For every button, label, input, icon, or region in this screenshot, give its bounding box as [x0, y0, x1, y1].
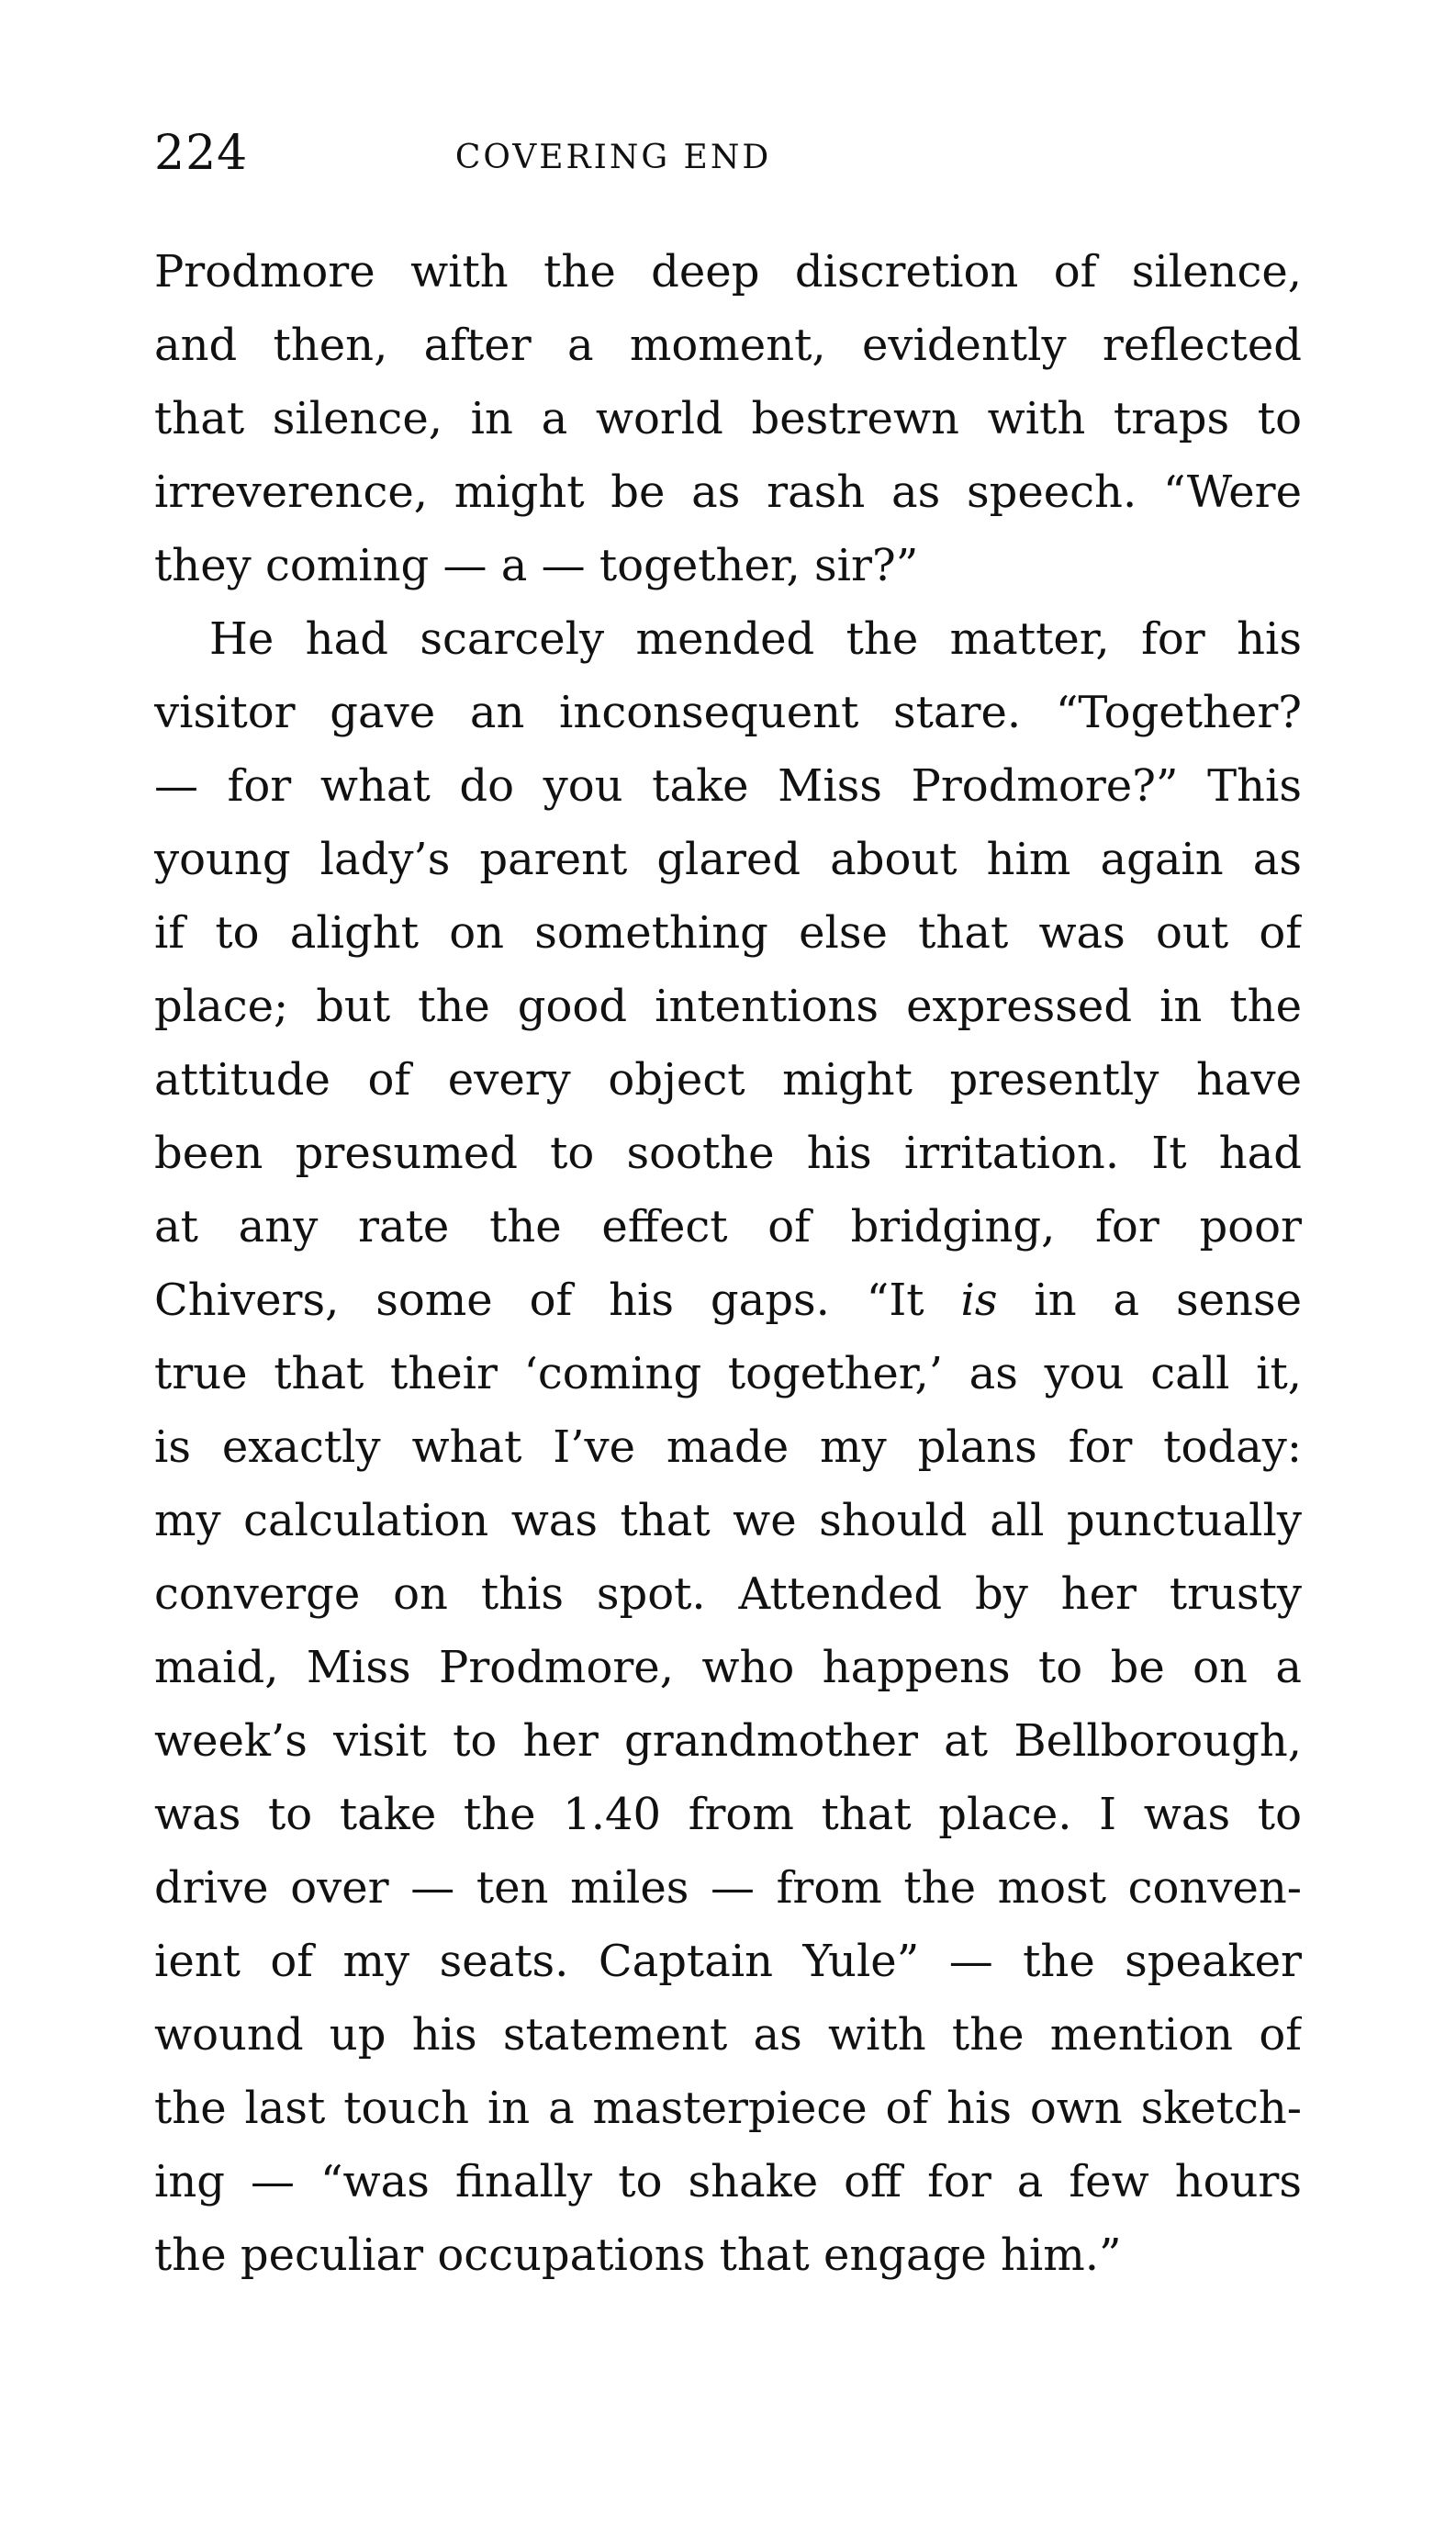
text-line: drive over — ten miles — from the most conven-: [154, 1862, 1302, 1914]
text-line: place; but the good intentions expressed in the: [154, 981, 1302, 1032]
page-number: 224: [154, 126, 249, 181]
text-line: been presumed to soothe his irritation. It had: [154, 1128, 1302, 1179]
text-segment: Chivers, some of his gaps. “It: [154, 1275, 961, 1326]
text-line: — for what do you take Miss Prodmore?” This: [154, 760, 1302, 812]
text-line: the peculiar occupations that engage him.”: [154, 2229, 1122, 2281]
text-line: true that their ‘coming together,’ as you call it,: [154, 1348, 1302, 1399]
text-line: was to take the 1.40 from that place. I was to: [154, 1789, 1302, 1840]
text-line: is exactly what I’ve made my plans for today:: [154, 1421, 1302, 1473]
text-line-with-italic: [154, 1264, 1302, 1337]
text-line: visitor gave an inconsequent stare. “Together?: [154, 687, 1302, 738]
text-line: at any rate the effect of bridging, for poor: [154, 1201, 1302, 1252]
text-line: they coming — a — together, sir?”: [154, 540, 919, 591]
text-line: maid, Miss Prodmore, who happens to be on a: [154, 1642, 1302, 1693]
text-line: Prodmore with the deep discretion of silence,: [154, 246, 1302, 298]
text-line: that silence, in a world bestrewn with traps to: [154, 393, 1302, 444]
page-header: [154, 121, 1302, 185]
text-line: wound up his statement as with the mention of: [154, 2009, 1302, 2061]
italic-emphasis: is: [960, 1275, 998, 1326]
text-line: ient of my seats. Captain Yule” — the speaker: [154, 1936, 1302, 1987]
text-line: if to alight on something else that was out of: [154, 907, 1302, 959]
text-line: my calculation was that we should all punctually: [154, 1495, 1302, 1546]
text-line: the last touch in a masterpiece of his own sketch-: [154, 2083, 1302, 2134]
text-line: He had scarcely mended the matter, for his: [209, 613, 1302, 665]
text-line: ing — “was finally to shake off for a few hours: [154, 2156, 1302, 2207]
text-line: converge on this spot. Attended by her trusty: [154, 1568, 1302, 1620]
running-title: COVERING END: [454, 139, 772, 176]
text-line: and then, after a moment, evidently reflected: [154, 320, 1302, 371]
text-line: young lady’s parent glared about him again as: [154, 834, 1302, 885]
text-line: irreverence, might be as rash as speech. “Were: [154, 466, 1302, 518]
text-line: attitude of every object might presently have: [154, 1054, 1302, 1106]
text-segment: in a sense: [997, 1275, 1302, 1326]
text-line: week’s visit to her grandmother at Bellborough,: [154, 1715, 1302, 1767]
body-text: [154, 235, 1302, 2292]
